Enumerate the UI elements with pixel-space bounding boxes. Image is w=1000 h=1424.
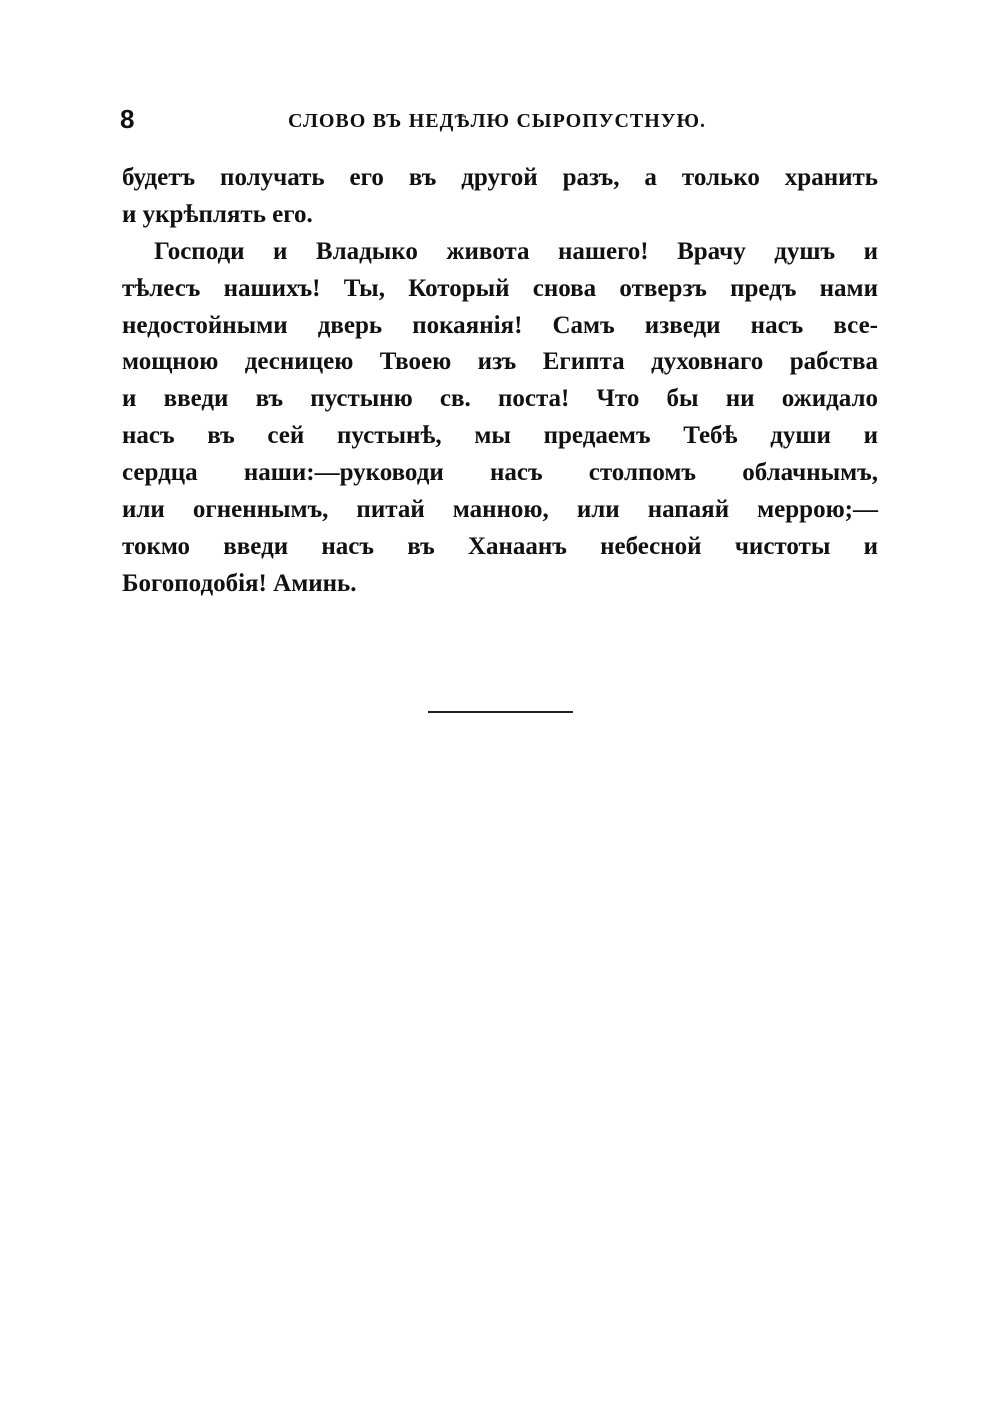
- section-end-rule: [428, 711, 573, 713]
- text-line: сердца наши:—руководи насъ столпомъ облачнымъ,: [122, 459, 878, 487]
- text-line: и введи въ пустыню св. поста! Что бы ни ожидало: [122, 385, 878, 413]
- body-text: [122, 160, 878, 603]
- text-line: токмо введи насъ въ Ханаанъ небесной чистоты и: [122, 532, 878, 560]
- text-line: недостойными дверь покаянія! Самъ изведи насъ все-: [122, 311, 878, 339]
- text-line: и укрѣплять его.: [122, 200, 313, 228]
- text-line: Господи и Владыко живота нашего! Врачу душъ и: [154, 237, 878, 265]
- text-line: или огненнымъ, питай манною, или напаяй меррою;—: [122, 496, 878, 524]
- page-number: 8: [120, 104, 135, 134]
- text-line: насъ въ сей пустынѣ, мы предаемъ Тебѣ души и: [122, 422, 878, 450]
- running-title: СЛОВО ВЪ НЕДѢЛЮ СЫРОПУСТНУЮ.: [288, 110, 706, 132]
- text-line: будетъ получать его въ другой разъ, а только хранить: [122, 164, 878, 191]
- text-line: тѣлесъ нашихъ! Ты, Который снова отверзъ предъ нами: [122, 274, 878, 302]
- text-line: Богоподобія! Аминь.: [122, 569, 357, 597]
- text-line: мощною десницею Твоею изъ Египта духовнаго рабства: [122, 348, 878, 376]
